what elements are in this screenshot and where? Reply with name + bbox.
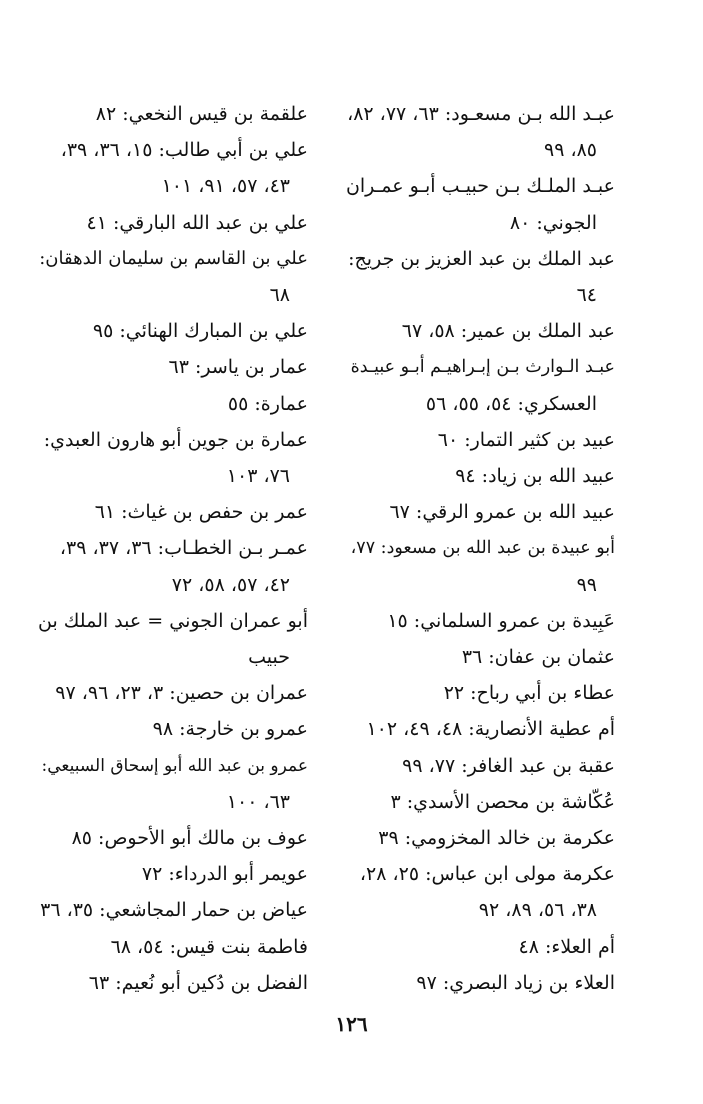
left-column: [38, 96, 308, 1001]
entry-name-line: عبيد الله بن زياد: ٩٤: [455, 465, 615, 488]
index-entry: [38, 494, 308, 530]
index-entry: [38, 892, 308, 928]
entry-name-line: عثمان بن عفان: ٣٦: [461, 646, 615, 669]
entry-name-line: عمرو بن عبد الله أبو إسحاق السبيعي:: [41, 755, 308, 776]
entry-name-line: عمارة: ٥٥: [227, 392, 308, 415]
page-number: ١٢٦: [335, 1012, 368, 1036]
index-entry: [345, 856, 615, 928]
entry-name-line: علي بن أبي طالب: ١٥، ٣٦، ٣٩،: [60, 139, 308, 162]
entry-name-line: فاطمة بنت قيس: ٥٤، ٦٨: [110, 935, 308, 958]
entry-name-line: عوف بن مالك أبو الأحوص: ٨٥: [71, 827, 308, 850]
index-entry: [38, 96, 308, 132]
entry-continuation-line: العسكري: ٥٤، ٥٥، ٥٦: [425, 392, 597, 415]
index-entry: [345, 349, 615, 421]
index-entry: [345, 313, 615, 349]
index-entry: [345, 820, 615, 856]
index-entry: [38, 929, 308, 965]
entry-name-line: عبـد الـوارث بـن إبـراهيـم أبـو عبيـدة: [350, 357, 615, 378]
index-entry: [345, 929, 615, 965]
entry-name-line: أبو عبيدة بن عبد الله بن مسعود: ٧٧،: [350, 538, 615, 559]
index-entry: [345, 748, 615, 784]
entry-continuation-line: ٦٤: [576, 284, 597, 307]
entry-continuation-line: ٤٣، ٥٧، ٩١، ١٠١: [161, 175, 290, 198]
entry-continuation-line: الجوني: ٨٠: [509, 211, 597, 234]
index-entry: [38, 530, 308, 602]
index-entry: [38, 675, 308, 711]
entry-continuation-line: ٧٦، ١٠٣: [226, 465, 290, 488]
index-entry: [38, 711, 308, 747]
index-entry: [345, 784, 615, 820]
index-entry: [38, 241, 308, 313]
entry-name-line: عكرمة بن خالد المخزومي: ٣٩: [378, 827, 615, 850]
index-entry: [345, 639, 615, 675]
index-entry: [38, 205, 308, 241]
entry-name-line: علي بن عبد الله البارقي: ٤١: [86, 211, 308, 234]
entry-name-line: عَبِيدة بن عمرو السلماني: ١٥: [387, 609, 615, 632]
index-entry: [38, 603, 308, 675]
entry-name-line: عبيد الله بن عمرو الرقي: ٦٧: [389, 501, 615, 524]
entry-continuation-line: ٩٩: [576, 573, 597, 596]
right-column: [345, 96, 615, 1001]
index-entry: [38, 965, 308, 1001]
entry-name-line: عمارة بن جوين أبو هارون العبدي:: [43, 428, 308, 451]
entry-continuation-line: حبيب: [248, 646, 290, 669]
entry-name-line: أبو عمران الجوني = عبد الملك بن: [38, 609, 308, 632]
entry-name-line: علي بن المبارك الهنائي: ٩٥: [92, 320, 308, 343]
index-entry: [345, 168, 615, 240]
entry-name-line: عمران بن حصين: ٣، ٢٣، ٩٦، ٩٧: [55, 682, 308, 705]
index-entry: [38, 422, 308, 494]
entry-name-line: عبد الملك بن عبد العزيز بن جريج:: [348, 247, 615, 270]
index-entry: [345, 965, 615, 1001]
index-entry: [38, 820, 308, 856]
entry-name-line: عقبة بن عبد الغافر: ٧٧، ٩٩: [402, 754, 615, 777]
entry-continuation-line: ٦٣، ١٠٠: [226, 790, 290, 813]
entry-continuation-line: ٨٥، ٩٩: [543, 139, 597, 162]
index-entry: [38, 349, 308, 385]
index-entry: [38, 386, 308, 422]
index-entry: [345, 530, 615, 602]
index-entry: [345, 241, 615, 313]
index-entry: [38, 748, 308, 820]
entry-name-line: عمار بن ياسر: ٦٣: [168, 356, 308, 379]
index-entry: [345, 96, 615, 168]
index-entry: [345, 711, 615, 747]
entry-name-line: عُكّاشة بن محصن الأسدي: ٣: [390, 790, 615, 813]
entry-name-line: عويمر أبو الدرداء: ٧٢: [141, 863, 308, 886]
index-entry: [38, 313, 308, 349]
entry-name-line: عبيد بن كثير التمار: ٦٠: [437, 428, 615, 451]
index-entry: [38, 856, 308, 892]
entry-name-line: أم العلاء: ٤٨: [518, 935, 615, 958]
entry-name-line: العلاء بن زياد البصري: ٩٧: [416, 971, 615, 994]
entry-continuation-line: ٦٨: [269, 284, 290, 307]
index-entry: [345, 675, 615, 711]
index-entry: [345, 458, 615, 494]
entry-name-line: عمر بن حفص بن غياث: ٦١: [94, 501, 308, 524]
entry-name-line: عياض بن حمار المجاشعي: ٣٥، ٣٦: [40, 899, 308, 922]
entry-name-line: عمـر بـن الخطـاب: ٣٦، ٣٧، ٣٩،: [59, 537, 308, 560]
entry-continuation-line: ٣٨، ٥٦، ٨٩، ٩٢: [478, 899, 597, 922]
entry-name-line: أم عطية الأنصارية: ٤٨، ٤٩، ١٠٢: [366, 718, 615, 741]
index-entry: [345, 494, 615, 530]
entry-name-line: عطاء بن أبي رباح: ٢٢: [443, 682, 615, 705]
entry-name-line: عكرمة مولى ابن عباس: ٢٥، ٢٨،: [359, 863, 615, 886]
entry-name-line: الفضل بن دُكين أبو نُعيم: ٦٣: [88, 971, 308, 994]
entry-name-line: علي بن القاسم بن سليمان الدهقان:: [39, 247, 308, 269]
index-entry: [345, 603, 615, 639]
index-entry: [38, 132, 308, 204]
entry-name-line: علقمة بن قيس النخعي: ٨٢: [95, 103, 308, 125]
index-entry: [345, 422, 615, 458]
entry-name-line: عمرو بن خارجة: ٩٨: [152, 718, 308, 741]
entry-name-line: عبـد الملـك بـن حبيـب أبـو عمـران: [345, 175, 615, 198]
entry-name-line: عبد الملك بن عمير: ٥٨، ٦٧: [401, 320, 615, 343]
entry-continuation-line: ٤٢، ٥٧، ٥٨، ٧٢: [171, 573, 290, 596]
entry-name-line: عبـد الله بـن مسعـود: ٦٣، ٧٧، ٨٢،: [347, 103, 615, 125]
